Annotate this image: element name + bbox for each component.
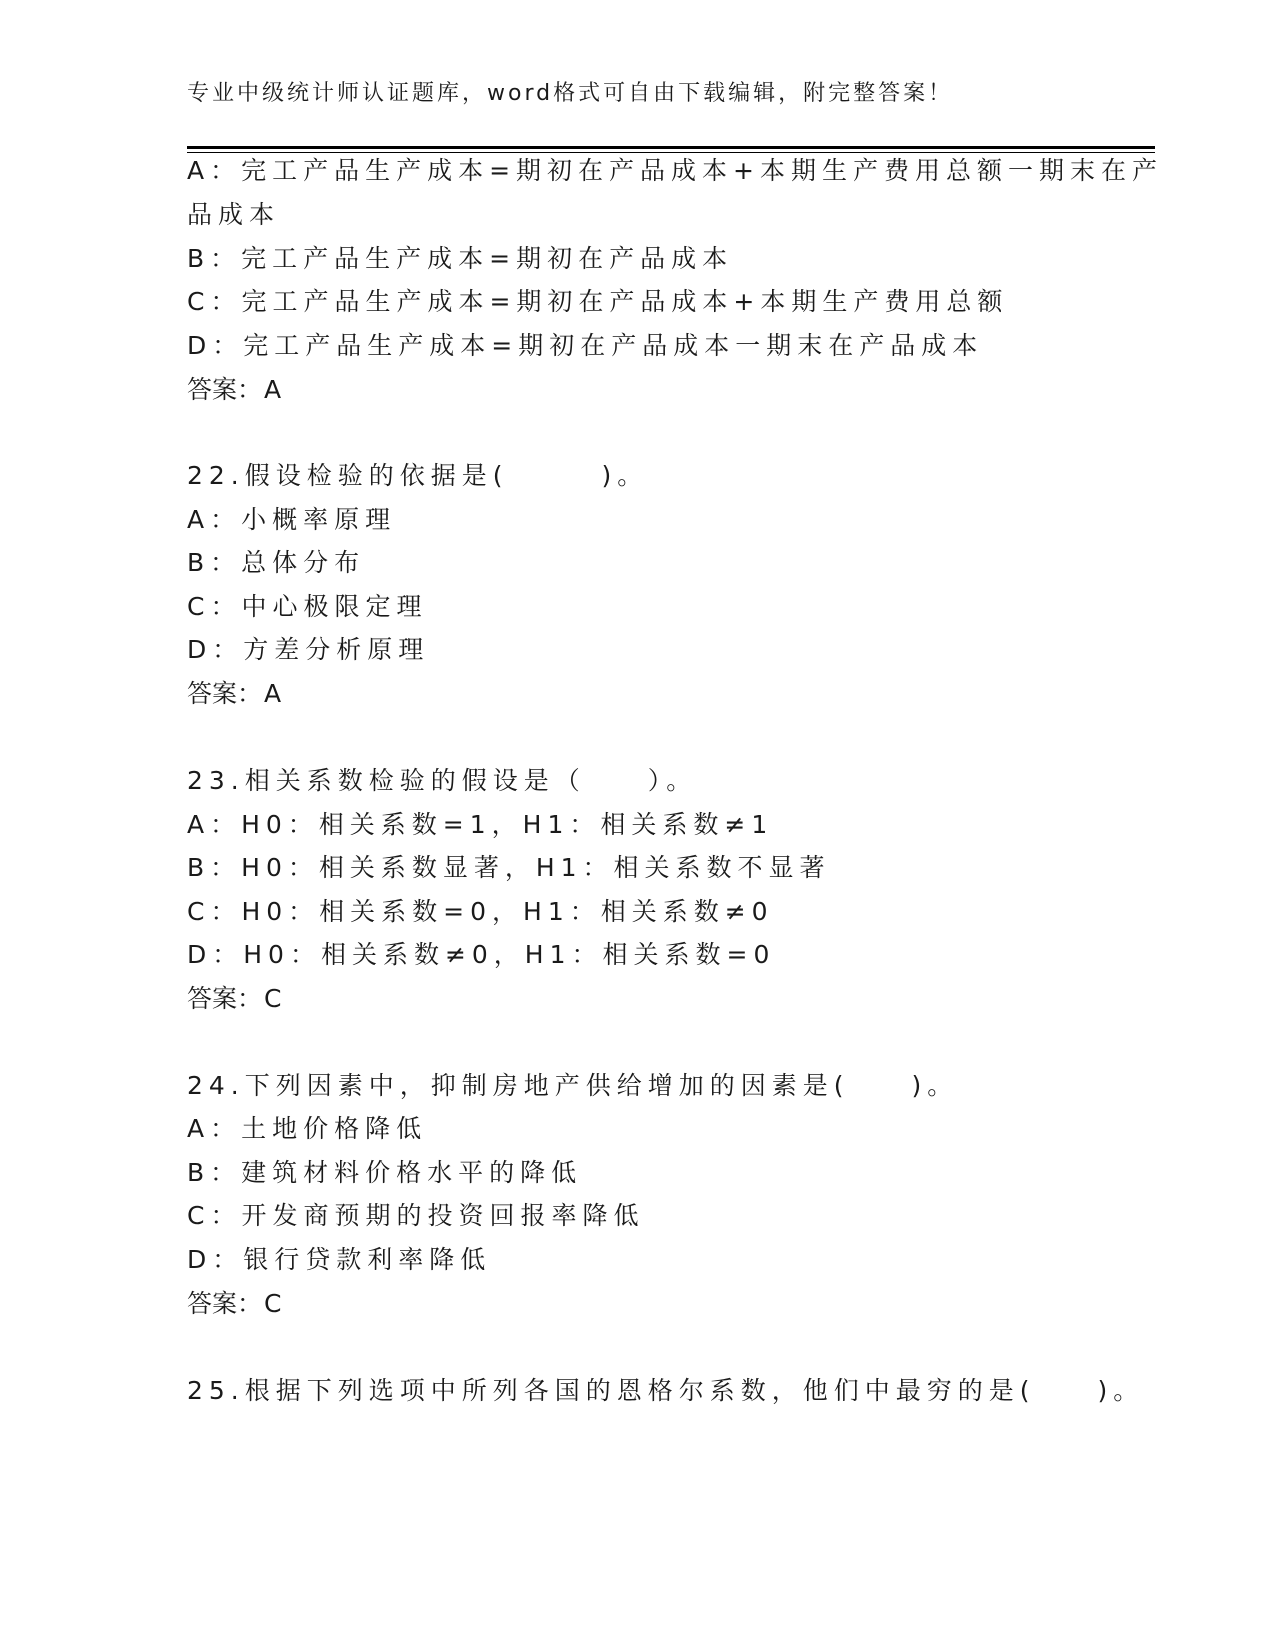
q24-option-b: B：建筑材料价格水平的降低 [187,1158,583,1187]
answer-value: A [264,679,282,708]
q22-question: 22.假设检验的依据是( )。 [187,461,649,490]
q23-option-b: B：H0：相关系数显著，H1：相关系数不显著 [187,853,831,882]
q22-option-b: B：总体分布 [187,548,366,577]
q23-option-c: C：H0：相关系数=0，H1：相关系数≠0 [187,897,774,926]
q23-question: 23.相关系数检验的假设是（ ）。 [187,766,698,795]
q22-answer [187,681,281,706]
q22-option-c: C：中心极限定理 [187,592,428,621]
header-rule-thin [187,152,1155,153]
q23-option-d: D：H0：相关系数≠0，H1：相关系数=0 [187,940,776,969]
q25-question: 25.根据下列选项中所列各国的恩格尔系数，他们中最穷的是( )。 [187,1376,1145,1405]
q24-answer [187,1291,281,1316]
q24-option-a: A：土地价格降低 [187,1114,428,1143]
q24-option-c: C：开发商预期的投资回报率降低 [187,1201,645,1230]
q21-option-a-line2: 品成本 [187,200,281,229]
answer-value: A [264,375,282,404]
q24-option-d: D：银行贷款利率降低 [187,1245,492,1274]
q21-option-b: B：完工产品生产成本=期初在产品成本 [187,244,734,273]
answer-label: 答案： [187,1289,263,1318]
q21-answer [187,377,281,402]
header-rule-thick [187,146,1155,149]
q22-option-d: D：方差分析原理 [187,635,430,664]
answer-value: C [264,984,282,1013]
answer-label: 答案： [187,375,263,404]
answer-label: 答案： [187,679,263,708]
answer-label: 答案： [187,984,263,1013]
q23-option-a: A：H0：相关系数=1，H1：相关系数≠1 [187,810,774,839]
page-header: 专业中级统计师认证题库，word格式可自由下载编辑，附完整答案！ [187,81,954,106]
q23-answer [187,986,281,1011]
q21-option-d: D：完工产品生产成本=期初在产品成本一期末在产品成本 [187,331,984,360]
q22-option-a: A：小概率原理 [187,505,397,534]
q21-option-a-line1: A：完工产品生产成本=期初在产品成本+本期生产费用总额一期末在产 [187,156,1163,185]
answer-value: C [264,1289,282,1318]
q21-option-c: C：完工产品生产成本=期初在产品成本+本期生产费用总额 [187,287,1009,316]
q24-question: 24.下列因素中，抑制房地产供给增加的因素是( )。 [187,1071,959,1100]
